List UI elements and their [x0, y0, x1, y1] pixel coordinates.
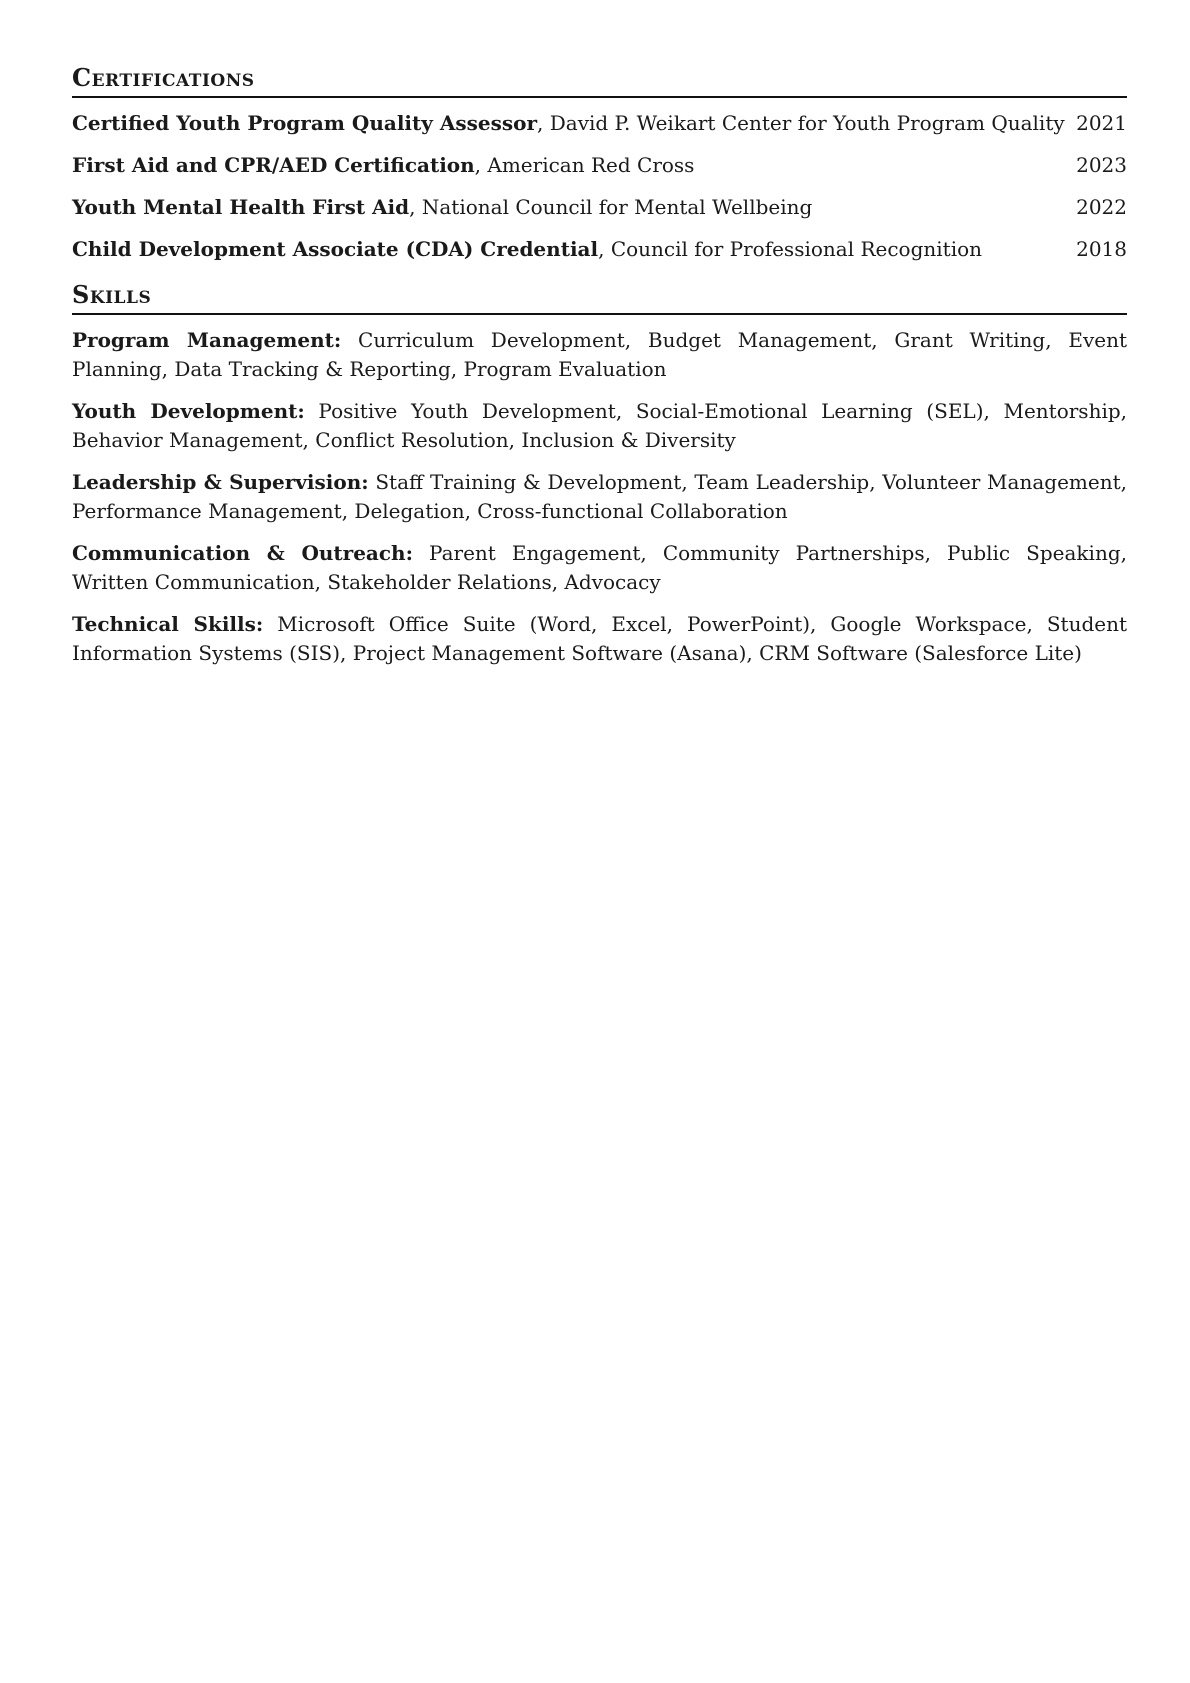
certification-name: Child Development Associate (CDA) Credential — [72, 237, 599, 261]
separator: , — [537, 111, 550, 135]
certification-year: 2018 — [1076, 237, 1127, 261]
certification-name: Certified Youth Program Quality Assessor — [72, 111, 538, 135]
skill-category: Youth Development: — [72, 399, 305, 423]
skill-category: Program Management: — [72, 328, 342, 352]
skill-values: Parent Engagement, Community Partnerships, Public Speaking, Written Communication, Stakeholder Relations, Advocacy — [72, 541, 1127, 594]
certification-item — [72, 152, 1127, 194]
resume-page — [72, 62, 1127, 681]
separator: , — [409, 195, 422, 219]
skill-values: Microsoft Office Suite (Word, Excel, PowerPoint), Google Workspace, Student Information Systems (SIS), Project Management Software (Asana), CRM Software (Salesforce Lite) — [72, 612, 1128, 665]
certification-name: Youth Mental Health First Aid — [72, 195, 410, 219]
skill-item — [72, 610, 1127, 668]
skills-list — [72, 326, 1127, 668]
skills-heading: Skills — [72, 279, 1127, 315]
certification-year: 2021 — [1076, 111, 1127, 135]
certifications-heading: Certifications — [72, 62, 1127, 98]
skill-values: Curriculum Development, Budget Management, Grant Writing, Event Planning, Data Tracking & Reporting, Program Evaluation — [72, 328, 1127, 381]
certification-issuer: David P. Weikart Center for Youth Program Quality — [549, 111, 1065, 135]
skill-item — [72, 397, 1127, 455]
certification-year: 2023 — [1076, 153, 1127, 177]
skill-category: Leadership & Supervision: — [72, 470, 369, 494]
separator: , — [598, 237, 611, 261]
separator: , — [474, 153, 488, 177]
skill-item — [72, 326, 1127, 384]
certification-issuer: American Red Cross — [487, 153, 695, 177]
skill-item — [72, 468, 1127, 526]
certifications-list — [72, 110, 1127, 278]
skill-category: Technical Skills: — [72, 612, 264, 636]
skill-item — [72, 539, 1127, 597]
certification-name: First Aid and CPR/AED Certification — [72, 153, 475, 177]
skill-category: Communication & Outreach: — [72, 541, 413, 565]
certification-item — [72, 110, 1127, 152]
skill-values: Staff Training & Development, Team Leadership, Volunteer Management, Performance Management, Delegation, Cross-functional Collaboration — [72, 470, 1127, 523]
certification-issuer: Council for Professional Recognition — [610, 237, 983, 261]
certification-year: 2022 — [1076, 195, 1127, 219]
certification-item — [72, 194, 1127, 236]
certification-item — [72, 236, 1127, 278]
certification-issuer: National Council for Mental Wellbeing — [421, 195, 813, 219]
skill-values: Positive Youth Development, Social-Emotional Learning (SEL), Mentorship, Behavior Management, Conflict Resolution, Inclusion & Diversity — [72, 399, 1128, 452]
